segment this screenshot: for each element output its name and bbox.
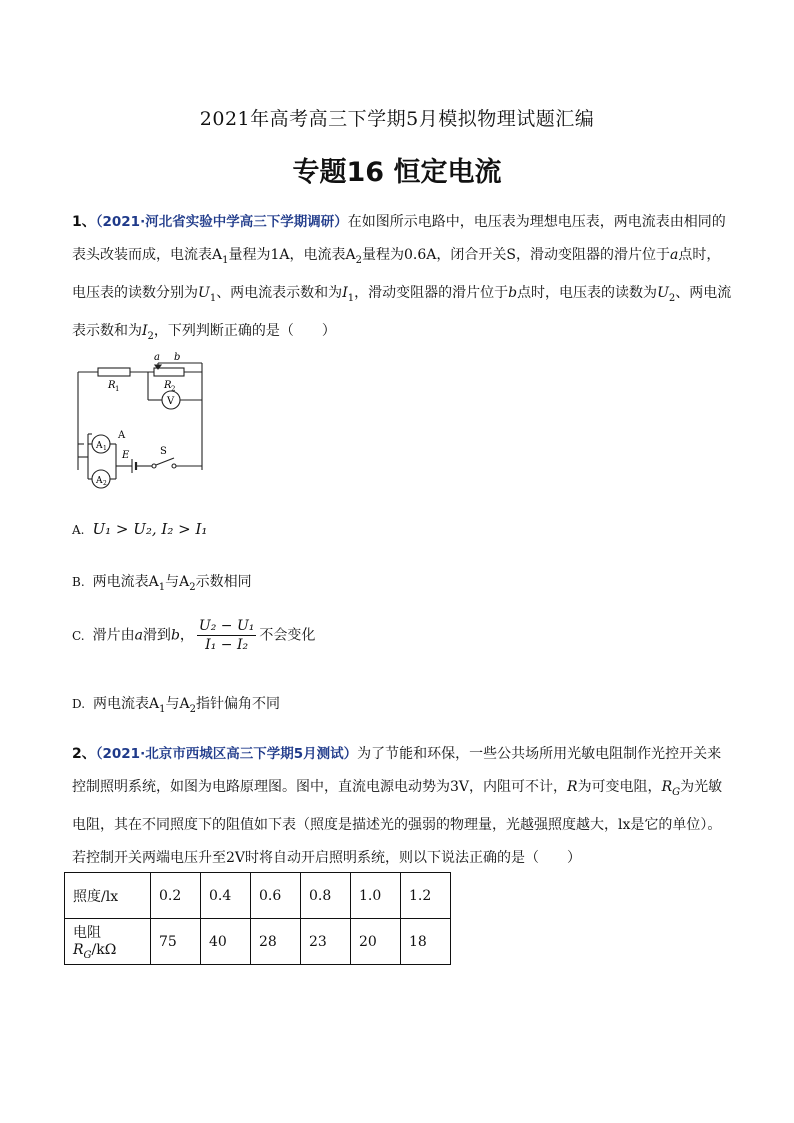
option-b-text: 与A: [165, 574, 190, 590]
label-r1: R: [108, 380, 116, 391]
option-c-label: C.: [72, 628, 85, 643]
fraction-numerator: U₂ − U₁: [198, 618, 255, 634]
table-cell: 1.2: [401, 873, 451, 919]
circuit-diagram: [70, 352, 220, 492]
table-row: [65, 919, 451, 965]
var-R: R: [567, 779, 578, 795]
stem-text: 为了节能和环保，一些公共场所用光敏电阻制作光控开关来控制照明系统，如图为电路原理图。图中，直流电源电动势为3V，内阻可不计，: [72, 746, 722, 795]
table-cell: 23: [301, 919, 351, 965]
stem-text: 量程为1A，电流表A: [228, 247, 356, 263]
var-b: b: [170, 627, 180, 644]
label-v: V: [167, 396, 175, 407]
table-cell: 0.8: [301, 873, 351, 919]
question-2-number: 2、: [72, 746, 96, 762]
table-cell: 0.4: [201, 873, 251, 919]
stem-text: 、两电流表示数和为: [72, 284, 732, 339]
subscript: 1: [159, 703, 166, 715]
var-I2: I: [142, 322, 148, 339]
option-d-text: 指针偏角不同: [196, 696, 281, 712]
subscript: 2: [189, 581, 196, 593]
option-c[interactable]: [72, 618, 315, 653]
option-c-text: 不会变化: [259, 627, 316, 644]
table-cell: 0.2: [151, 873, 201, 919]
option-b[interactable]: [72, 571, 252, 593]
question-2-stem: [72, 738, 732, 875]
table-cell: 28: [251, 919, 301, 965]
stem-text: ，滑动变阻器的滑片位于: [354, 284, 509, 301]
table-cell: 75: [151, 919, 201, 965]
question-1-number: 1、: [72, 214, 96, 230]
subscript: 2: [147, 330, 154, 342]
stem-text: 点时，电压表的读数分别为: [72, 247, 721, 301]
option-b-text: 示数相同: [195, 574, 252, 590]
table-header-cell: 照度/lx: [65, 873, 151, 919]
illuminance-resistance-table: [64, 872, 451, 965]
question-2-source: （2021·北京市西城区高三下学期5月测试）: [95, 746, 358, 762]
var-a: a: [134, 627, 143, 644]
label-a2-sub: 2: [103, 480, 107, 487]
subscript: 1: [209, 292, 217, 304]
option-a-label: A.: [72, 523, 85, 537]
option-b-label: B.: [72, 575, 85, 589]
option-a-text: U₁ > U₂, I₂ > I₁: [92, 520, 208, 538]
var-a: a: [669, 247, 679, 263]
var-U1: U: [198, 284, 210, 301]
stem-text: ，下列判断正确的是（ ）: [153, 322, 336, 339]
subscript: 1: [158, 581, 166, 593]
document-title: 专题16 恒定电流: [292, 157, 502, 188]
option-d-text: 两电流表A: [93, 696, 160, 712]
option-c-text: 滑片由: [92, 627, 135, 644]
label-r2-sub: 2: [171, 385, 176, 393]
option-d-label: D.: [72, 697, 86, 711]
table-cell: 40: [201, 919, 251, 965]
question-1-stem: [72, 206, 732, 352]
subscript: 2: [189, 703, 197, 715]
option-b-text: 两电流表A: [92, 574, 159, 590]
option-c-text: 滑到: [142, 627, 171, 644]
stem-text: 点时，电压表的读数为: [517, 284, 658, 301]
subscript: G: [83, 949, 92, 961]
question-1-source: （2021·河北省实验中学高三下学期调研）: [95, 214, 348, 230]
table-cell: 0.6: [251, 873, 301, 919]
table-cell: 18: [401, 919, 451, 965]
subscript: 2: [355, 254, 363, 266]
label-r1-sub: 1: [115, 385, 120, 393]
stem-text: 为光敏电阻，其在不同照度下的阻值如下表（照度是描述光的强弱的物理量，光越强照度越大，lx是它的单位）。若控制开关两端电压升至2V时将自动开启照明系统，则以下说法正确的是（ ）: [72, 779, 723, 866]
stem-text: 、两电流表示数和为: [216, 284, 343, 301]
label-r2: R: [164, 380, 172, 391]
subscript: 2: [668, 292, 676, 304]
fraction-denominator: I₁ − I₂: [205, 637, 249, 653]
label-b: b: [174, 352, 181, 363]
var-I1: I: [342, 284, 348, 301]
label-a: a: [154, 352, 160, 363]
label-a1: A: [96, 441, 103, 451]
var-R: R: [73, 942, 84, 959]
option-d-text: 与A: [165, 696, 190, 712]
label-A: A: [118, 430, 126, 441]
stem-text: 量程为0.6A，闭合开关S，滑动变阻器的滑片位于: [362, 247, 670, 263]
option-c-text: ，: [179, 627, 194, 644]
fraction: [197, 618, 256, 653]
table-cell: 20: [351, 919, 401, 965]
stem-text: 为可变电阻，: [577, 779, 662, 795]
table-cell: 1.0: [351, 873, 401, 919]
var-U2: U: [657, 284, 669, 301]
subscript: G: [672, 786, 681, 798]
label-e: E: [122, 450, 130, 461]
header-text: /kΩ: [91, 942, 117, 959]
var-RG: R: [661, 779, 673, 795]
table-header-cell: [65, 919, 151, 965]
header-text: 电阻: [73, 925, 101, 942]
subscript: 1: [222, 254, 229, 266]
table-row: [65, 873, 451, 919]
document-subtitle: 2021年高考高三下学期5月模拟物理试题汇编: [199, 108, 595, 130]
var-b: b: [508, 284, 518, 301]
option-d[interactable]: [72, 693, 280, 715]
resistor-r1: [98, 368, 130, 376]
label-a2: A: [96, 476, 103, 486]
label-a1-sub: 1: [103, 445, 107, 452]
stem-text: 在如图所示电路中，电压表为理想电压表，两电流表由相同的表头改装而成，电流表A: [72, 214, 726, 263]
subscript: 1: [347, 292, 355, 304]
label-s: S: [160, 446, 167, 457]
option-a[interactable]: [72, 520, 207, 538]
